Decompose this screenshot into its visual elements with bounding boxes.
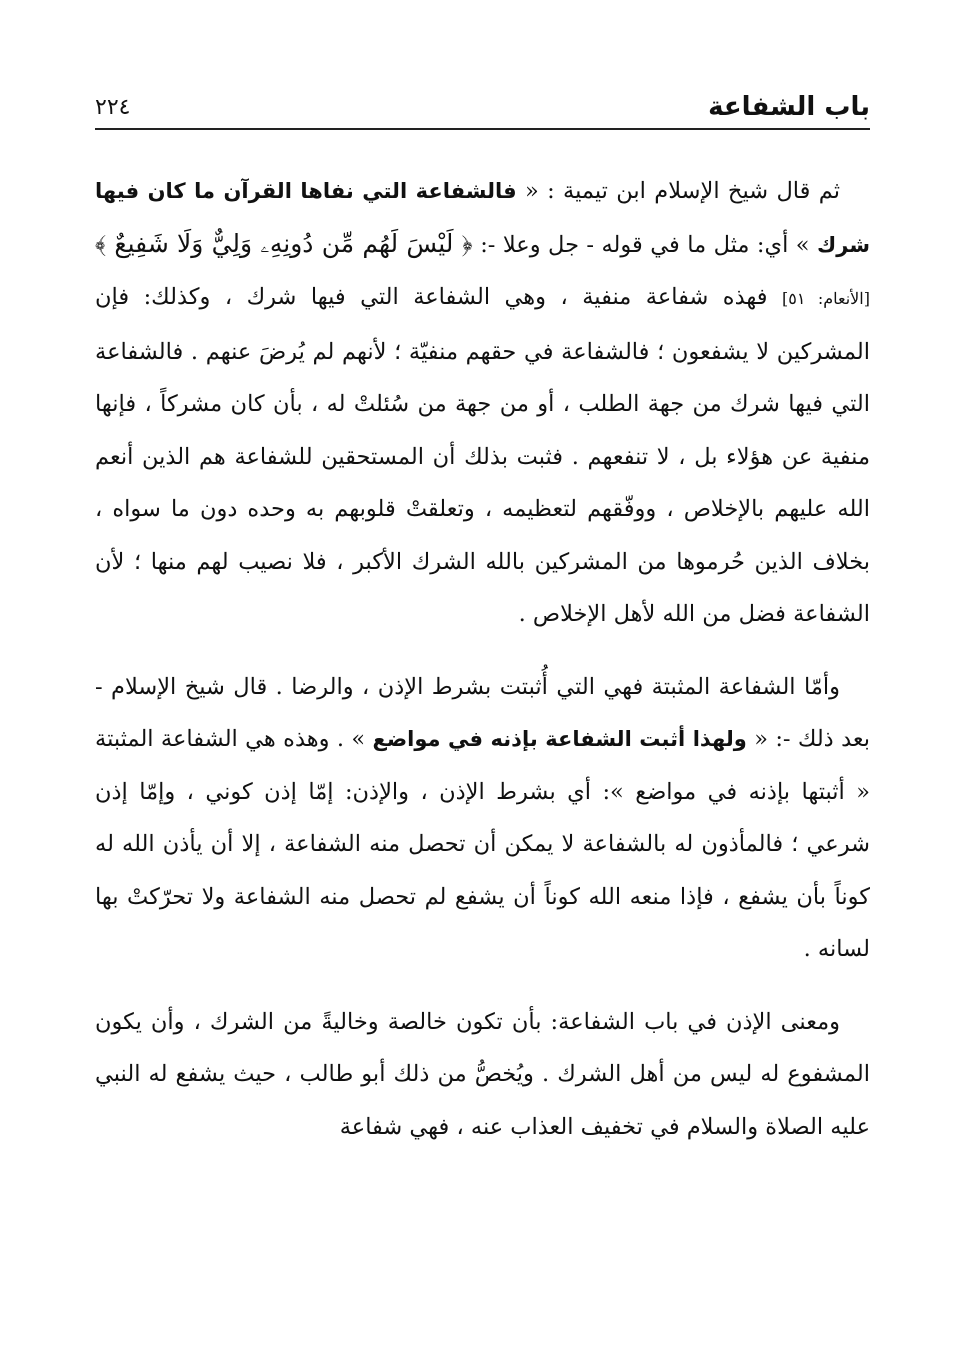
- page-header: [95, 80, 870, 130]
- text-segment: » . وهذه هي الشفاعة المثبتة « أثبتها بإذنه في مواضع »: أي بشرط الإذن ، والإذن: إمّا إذن كوني ، وإمّا إذن شرعي ؛ فالمأذون له بالشفاعة لا يمكن أن تحصل منه الشفاعة ، إلا أن يأذن الله له كوناً بأن يشفع ، فإذا منعه الله كوناً أن يشفع لم تحصل منه الشفاعة ولا تحرّكتْ بها لسانه .: [95, 726, 870, 962]
- verse-citation: [الأنعام: ٥١]: [782, 289, 870, 308]
- bold-quote: فالشفاعة التي نفاها القرآن ما كان فيها شرك: [95, 179, 871, 257]
- text-segment: فهذه شفاعة منفية ، وهي الشفاعة التي فيها شرك ، وكذلك: فإن المشركين لا يشفعون ؛ فالشفاعة في حقهم منفيّة ؛ لأنهم لم يُرضَ عنهم . فالشفاعة التي فيها شرك من جهة الطلب ، أو من جهة من سُئلتْ له ، بأن كان مشركاً ، فإنها منفية عن هؤلاء بل ، لا تنفعهم . فثبت بذلك أن المستحقين للشفاعة هم الذين أنعم الله عليهم بالإخلاص ، ووفّقهم لتعظيمه ، وتعلقتْ قلوبهم به وحده دون ما سواه ، بخلاف الذين حُرموها من المشركين بالله الشرك الأكبر ، فلا نصيب لهم منها ؛ لأن الشفاعة فضل من الله لأهل الإخلاص .: [95, 284, 870, 627]
- page-number: ٢٢٤: [95, 95, 131, 120]
- paragraph-3: [95, 996, 870, 1154]
- paragraph-1: [95, 165, 870, 641]
- text-segment: » أي: مثل ما في قوله - جل وعلا -:: [472, 231, 818, 258]
- text-segment: ومعنى الإذن في باب الشفاعة: بأن تكون خالصة وخاليةً من الشرك ، وأن يكون المشفوع له ليس من أهل الشرك . ويُخصُّ من ذلك أبو طالب ، حيث يشفع له النبي عليه الصلاة والسلام في تخفيف العذاب عنه ، فهي شفاعة: [95, 1008, 870, 1140]
- paragraph-2: [95, 661, 870, 976]
- body-text: [95, 165, 870, 1173]
- text-segment: وأمّا الشفاعة المثبتة فهي التي أُثبتت بشرط الإذن ، والرضا . قال شيخ الإسلام - بعد ذلك -: «: [95, 673, 870, 752]
- bold-quote: ولهذا أثبت الشفاعة بإذنه في مواضع: [372, 727, 747, 751]
- chapter-title: باب الشفاعة: [708, 92, 870, 122]
- text-segment: ثم قال شيخ الإسلام ابن تيمية : «: [516, 178, 840, 204]
- quran-verse: ﴿ لَيْسَ لَهُم مِّن دُونِهِۦ وَلِيٌّ وَلَا شَفِيعٌ ﴾: [95, 228, 473, 258]
